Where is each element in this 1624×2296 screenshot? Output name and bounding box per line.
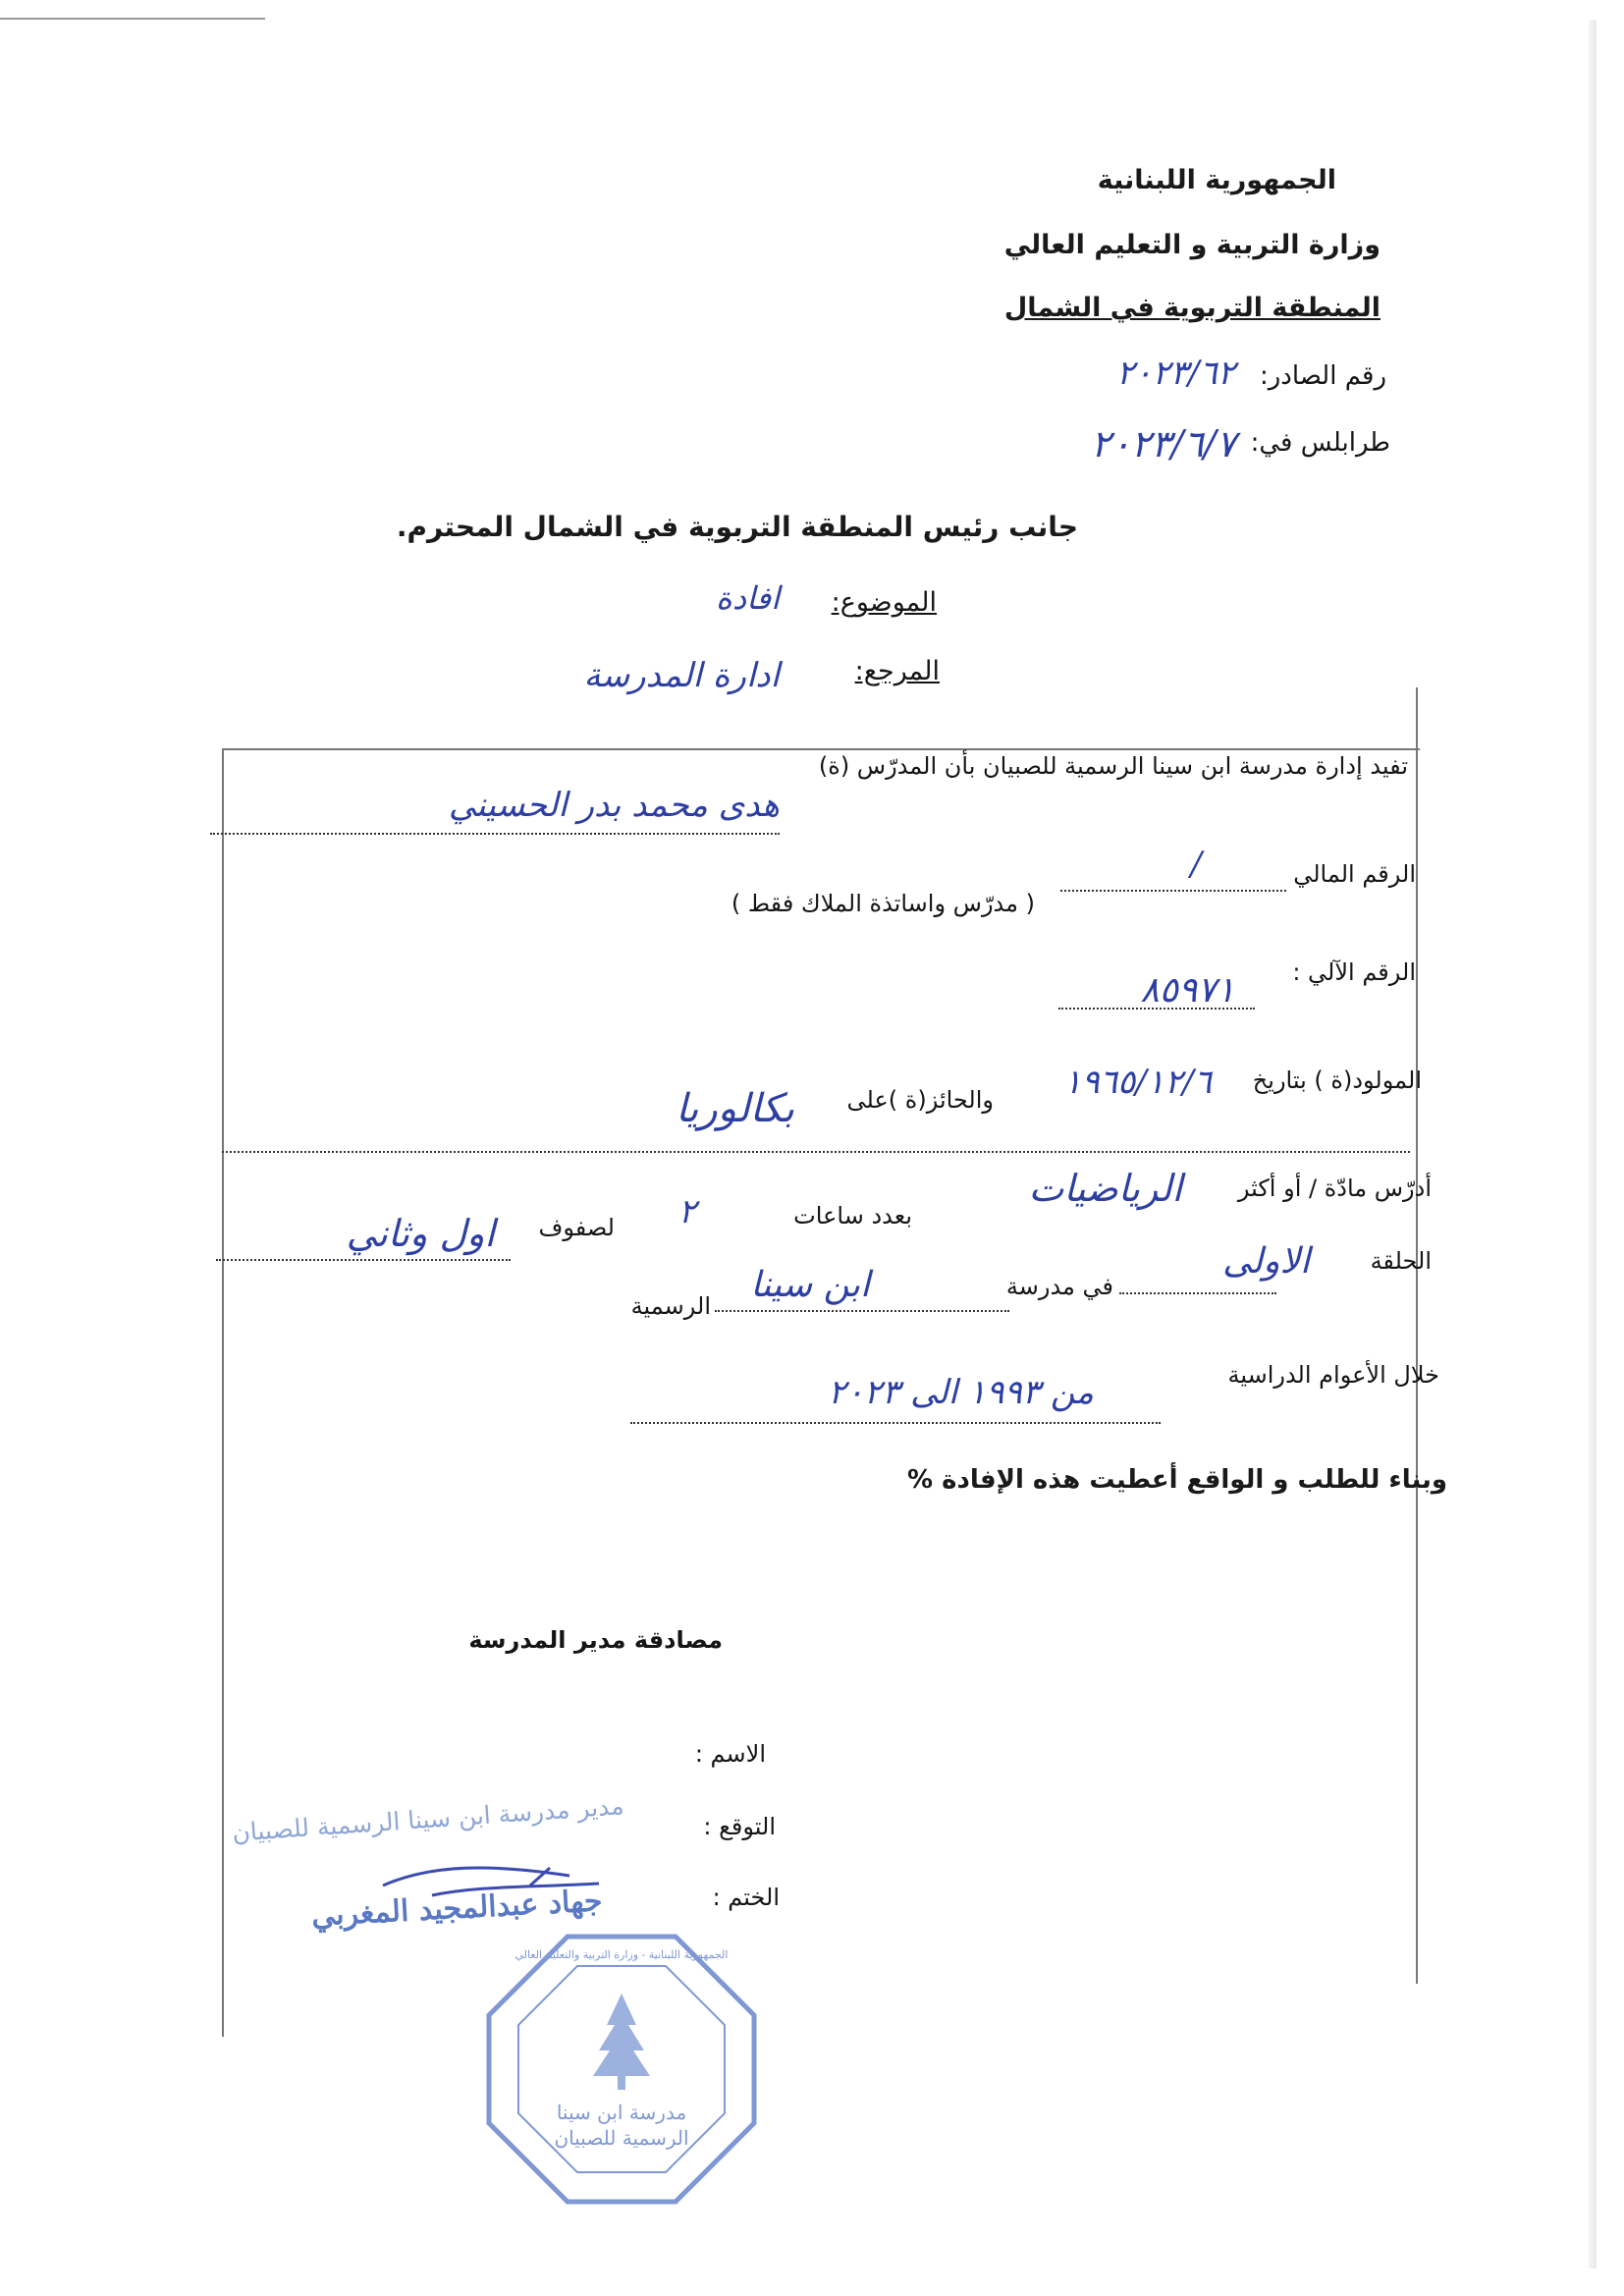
school-dots (715, 1310, 1009, 1312)
financial-number-label: الرقم المالي (1293, 860, 1416, 888)
subject-label: الموضوع: (831, 587, 937, 618)
school-years-label: خلال الأعوام الدراسية (1227, 1361, 1439, 1389)
hours-value: ٢ (677, 1192, 696, 1231)
auto-number-value: ٨٥٩٧١ (1140, 970, 1235, 1011)
ministry-heading: وزارة التربية و التعليم العالي (1003, 230, 1380, 260)
closing-statement: وبناء للطلب و الواقع أعطيت هذه الإفادة % (907, 1465, 1447, 1495)
teaches-subject-label: أدرّس مادّة / أو أكثر (1237, 1175, 1432, 1202)
subject-value: افادة (716, 579, 780, 617)
intro-text: تفيد إدارة مدرسة ابن سينا الرسمية للصبيان بأن المدرّس (ة) (818, 752, 1408, 780)
teacher-name-dots (210, 833, 780, 835)
official-label: الرسمية (630, 1292, 711, 1320)
form-frame-right (1416, 687, 1418, 1984)
scan-top-edge (0, 18, 265, 20)
school-label: في مدرسة (1005, 1273, 1113, 1300)
birth-date-value: ١٩٦٥/١٢/٦ (1063, 1063, 1212, 1102)
hours-label: بعدد ساعات (793, 1202, 912, 1230)
seal-inner-line2: الرسمية للصبيان (554, 2126, 689, 2150)
reference-label: المرجع: (854, 656, 940, 686)
cycle-dots (1119, 1292, 1276, 1294)
auto-number-label: الرقم الآلي : (1292, 958, 1416, 986)
financial-number-dots (1060, 890, 1286, 892)
director-name-stamp: جهاد عبدالمجيد المغربي (310, 1884, 604, 1934)
stamp-label: الختم : (712, 1884, 780, 1911)
principal-approval-title: مصادقة مدير المدرسة (468, 1626, 723, 1654)
cycle-value: الاولى (1222, 1241, 1310, 1282)
outgoing-number-value: ٢٠٢٣/٦٢ (1115, 354, 1235, 393)
form-frame-left (222, 748, 224, 2037)
school-value: ابن سينا (750, 1265, 870, 1305)
school-years-dots (630, 1422, 1161, 1424)
school-seal (479, 1927, 764, 2212)
birth-date-label: المولود(ة ) بتاريخ (1252, 1066, 1422, 1094)
outgoing-number-label: رقم الصادر: (1259, 361, 1386, 391)
cycle-label: الحلقة (1370, 1247, 1432, 1275)
tripoli-date-value: ٢٠٢٣/٦/٧ (1090, 422, 1236, 465)
degree-label: والحائز(ة )على (846, 1086, 994, 1114)
name-label: الاسم : (694, 1740, 766, 1768)
signature-label: التوقع : (703, 1813, 776, 1840)
financial-number-value: / (1190, 845, 1202, 884)
reference-value: ادارة المدرسة (583, 656, 780, 695)
addressee-line: جانب رئيس المنطقة التربوية في الشمال المحترم. (396, 511, 1078, 543)
classes-dots (216, 1259, 511, 1261)
degree-dots (222, 1151, 1410, 1153)
tripoli-date-label: طرابلس في: (1250, 428, 1390, 458)
degree-value: بكالوريا (676, 1086, 794, 1131)
seal-outer-text: الجمهورية اللبنانية - وزارة التربية والتعليم العالي (514, 1948, 729, 1961)
auto-number-dots (1058, 1008, 1255, 1010)
school-years-value: من ١٩٩٣ الى ٢٠٢٣ (828, 1373, 1094, 1412)
classes-label: لصفوف (538, 1214, 615, 1241)
form-frame-top (222, 748, 1420, 750)
financial-number-note: ( مدرّس واساتذة الملاك فقط ) (731, 890, 1035, 917)
scan-right-edge (1589, 20, 1597, 2269)
seal-inner-line1: مدرسة ابن سينا (556, 2101, 687, 2124)
republic-heading: الجمهورية اللبنانية (1097, 165, 1336, 195)
classes-value: اول وثاني (346, 1212, 495, 1255)
teacher-name-value: هدى محمد بدر الحسيني (448, 786, 780, 825)
director-title-stamp: مدير مدرسة ابن سينا الرسمية للصبيان (231, 1791, 625, 1847)
region-heading: المنطقة التربوية في الشمال (1003, 293, 1380, 323)
teaches-subject-value: الرياضيات (1028, 1167, 1182, 1210)
